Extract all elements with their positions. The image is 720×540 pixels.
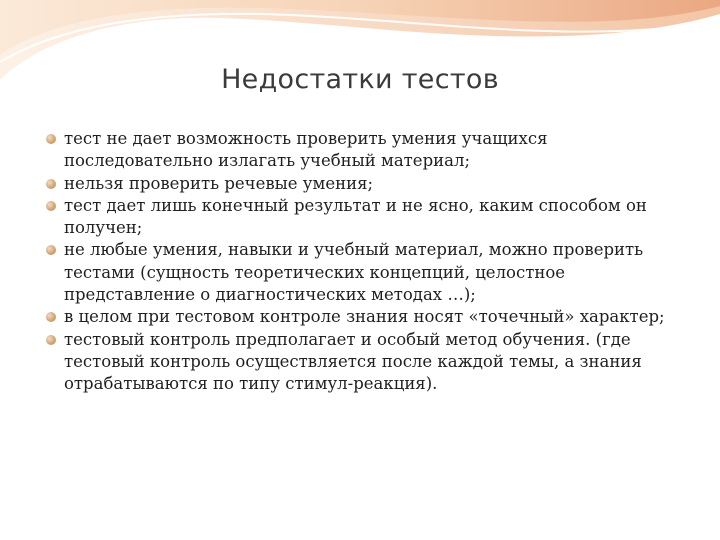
bullet-icon bbox=[46, 201, 56, 211]
list-item bbox=[46, 195, 686, 240]
bullet-text: нельзя проверить речевые умения; bbox=[64, 173, 374, 193]
bullet-text: тест не дает возможность проверить умения учащихся последовательно излагать учебный материал; bbox=[64, 129, 548, 171]
bullet-icon bbox=[46, 312, 56, 322]
bullet-icon bbox=[46, 335, 56, 345]
list-item bbox=[46, 306, 686, 328]
slide-title: Недостатки тестов bbox=[221, 64, 499, 95]
bullet-text: тестовый контроль предполагает и особый метод обучения. (где тестовый контроль осуществляется после каждой темы, а знания отрабатываются по типу стимул-реакция). bbox=[64, 329, 642, 394]
list-item bbox=[46, 239, 686, 306]
bullet-text: тест дает лишь конечный результат и не ясно, каким способом он получен; bbox=[64, 195, 647, 238]
bullet-list bbox=[46, 128, 686, 396]
list-item bbox=[46, 329, 686, 396]
bullet-icon bbox=[46, 245, 56, 255]
bullet-text: в целом при тестовом контроле знания носят «точечный» характер; bbox=[64, 307, 665, 327]
bullet-icon bbox=[46, 134, 56, 144]
list-item bbox=[46, 128, 686, 173]
bullet-icon bbox=[46, 179, 56, 189]
bullet-text: не любые умения, навыки и учебный материал, можно проверить тестами (сущность теоретических концепций, целостное представление о диагностических методах …); bbox=[64, 240, 644, 305]
list-item bbox=[46, 173, 686, 195]
